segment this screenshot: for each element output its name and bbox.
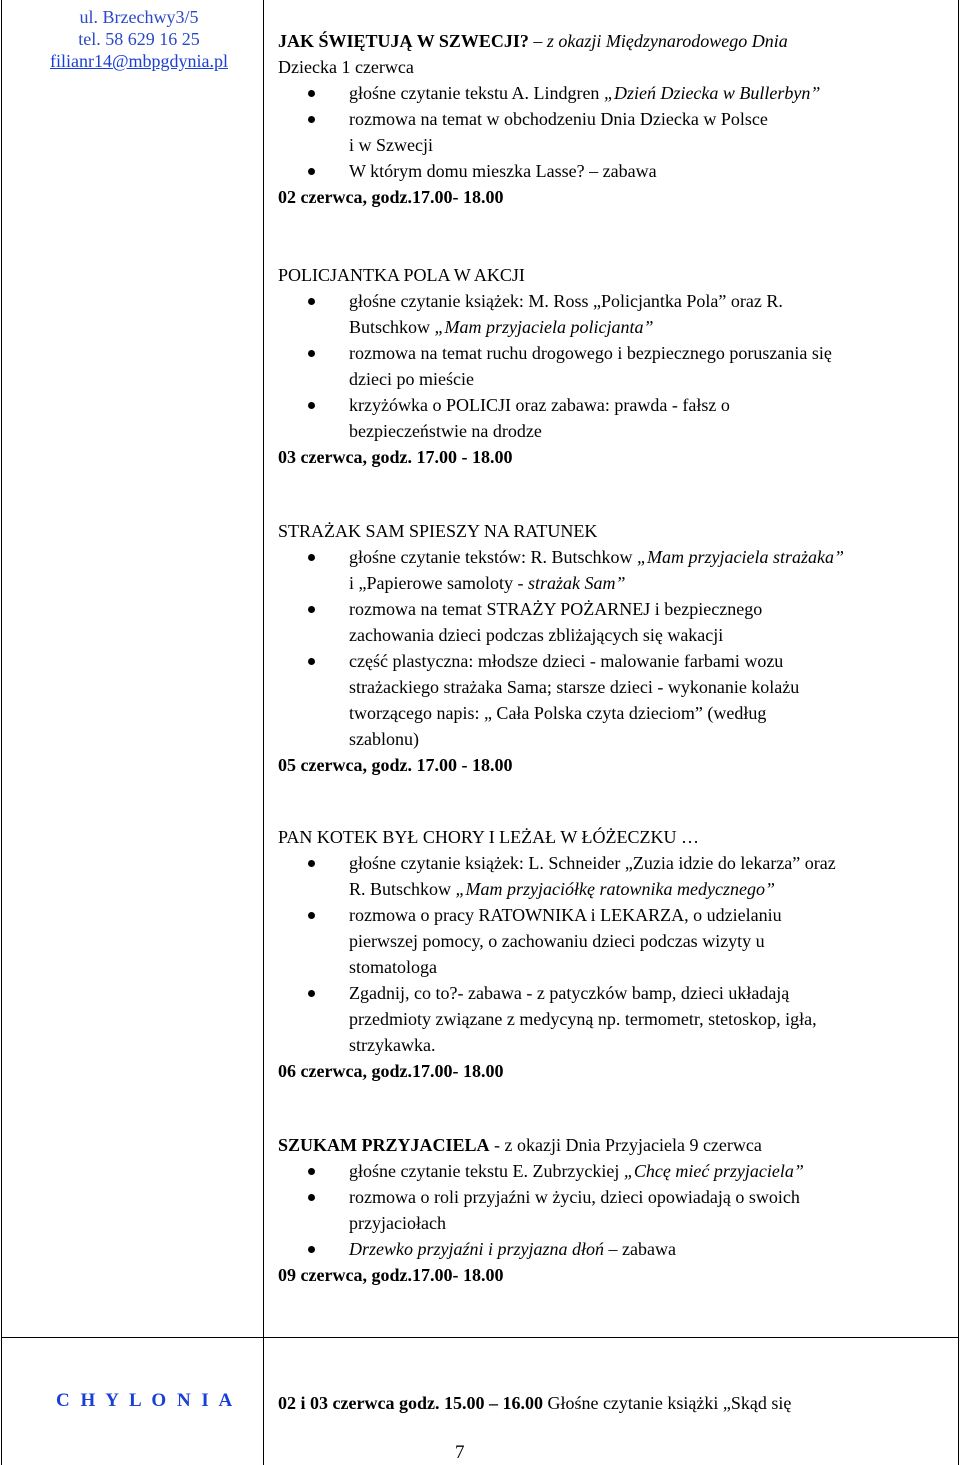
bullet-icon — [308, 1168, 315, 1175]
contact-block — [24, 6, 254, 72]
bullet-icon — [308, 554, 315, 561]
event-date: 09 czerwca, godz.17.00- 18.00 — [278, 1265, 504, 1285]
bullet-icon — [308, 402, 315, 409]
bullet-icon — [308, 1194, 315, 1201]
list-item: głośne czytanie książek: L. Schneider „Zuzia idzie do lekarza” oraz R. Butschkow „Mam przyjaciółkę ratownika medycznego” — [278, 850, 954, 902]
contact-address: ul. Brzechwy3/5 — [79, 7, 199, 27]
section-title: STRAŻAK SAM SPIESZY NA RATUNEK — [278, 521, 598, 541]
list-item: rozmowa na temat w obchodzeniu Dnia Dziecka w Polsce i w Szwecji — [278, 106, 954, 158]
bullet-icon — [308, 606, 315, 613]
list-item: rozmowa o roli przyjaźni w życiu, dzieci opowiadają o swoich przyjaciołach — [278, 1184, 954, 1236]
event-section-friendship — [278, 1132, 954, 1288]
bullet-icon — [308, 658, 315, 665]
contact-email-link[interactable]: filianr14@mbpgdynia.pl — [49, 51, 229, 71]
list-item: krzyżówka o POLICJI oraz zabawa: prawda - fałsz o bezpieczeństwie na drodze — [278, 392, 954, 444]
event-section-firefighter — [278, 518, 954, 778]
chylonia-description: Głośne czytanie książki „Skąd się — [542, 1393, 792, 1413]
chylonia-event — [278, 1390, 958, 1416]
list-item: głośne czytanie tekstów: R. Butschkow „Mam przyjaciela strażaka” i „Papierowe samoloty - strażak Sam” — [278, 544, 954, 596]
event-list — [278, 544, 954, 752]
event-date: 03 czerwca, godz. 17.00 - 18.00 — [278, 447, 513, 467]
bullet-icon — [308, 116, 315, 123]
contact-phone: tel. 58 629 16 25 — [78, 29, 200, 49]
section-title: SZUKAM PRZYJACIELA - z okazji Dnia Przyjaciela 9 czerwca — [278, 1135, 762, 1155]
event-list — [278, 1158, 954, 1262]
bullet-icon — [308, 90, 315, 97]
list-item: głośne czytanie tekstu E. Zubrzyckiej „Chcę mieć przyjaciela” — [278, 1158, 954, 1184]
event-date: 06 czerwca, godz.17.00- 18.00 — [278, 1061, 504, 1081]
event-date: 02 czerwca, godz.17.00- 18.00 — [278, 187, 504, 207]
bullet-icon — [308, 1246, 315, 1253]
section-title-line2: Dziecka 1 czerwca — [278, 57, 414, 77]
section-title: JAK ŚWIĘTUJĄ W SZWECJI? – z okazji Międzynarodowego Dnia — [278, 31, 788, 51]
list-item: część plastyczna: młodsze dzieci - malowanie farbami wozu strażackiego strażaka Sama; starsze dzieci - wykonanie kolażu tworzącego napis: „ Cała Polska czyta dzieciom” (według szablonu) — [278, 648, 954, 752]
list-item: głośne czytanie tekstu A. Lindgren „Dzień Dziecka w Bullerbyn” — [278, 80, 954, 106]
bullet-icon — [308, 990, 315, 997]
branch-name-chylonia: C H Y L O N I A — [56, 1390, 236, 1411]
list-item: rozmowa na temat STRAŻY POŻARNEJ i bezpiecznego zachowania dzieci podczas zbliżających się wakacji — [278, 596, 954, 648]
list-item: rozmowa o pracy RATOWNIKA i LEKARZA, o udzielaniu pierwszej pomocy, o zachowaniu dzieci podczas wizyty u stomatologa — [278, 902, 954, 980]
page-number: 7 — [455, 1442, 465, 1463]
event-section-doctor — [278, 824, 954, 1084]
event-list — [278, 288, 954, 444]
bullet-icon — [308, 298, 315, 305]
list-item: Drzewko przyjaźni i przyjazna dłoń – zabawa — [278, 1236, 954, 1262]
section-title: PAN KOTEK BYŁ CHORY I LEŻAŁ W ŁÓŻECZKU … — [278, 827, 699, 847]
table-divider — [263, 0, 264, 1465]
event-list — [278, 80, 954, 184]
event-section-police — [278, 262, 954, 470]
table-row-separator — [1, 1337, 959, 1338]
bullet-icon — [308, 168, 315, 175]
bullet-icon — [308, 350, 315, 357]
bullet-icon — [308, 912, 315, 919]
table-border-right — [958, 0, 959, 1465]
list-item: rozmowa na temat ruchu drogowego i bezpiecznego poruszania się dzieci po mieście — [278, 340, 954, 392]
table-border-left — [1, 0, 2, 1465]
list-item: Zgadnij, co to?- zabawa - z patyczków bamp, dzieci układają przedmioty związane z medycyną np. termometr, stetoskop, igła, strzykawka. — [278, 980, 954, 1058]
event-section-sweden — [278, 28, 954, 210]
event-date: 05 czerwca, godz. 17.00 - 18.00 — [278, 755, 513, 775]
chylonia-date: 02 i 03 czerwca godz. 15.00 – 16.00 — [278, 1393, 543, 1413]
list-item: głośne czytanie książek: M. Ross „Policjantka Pola” oraz R. Butschkow „Mam przyjaciela policjanta” — [278, 288, 954, 340]
event-list — [278, 850, 954, 1058]
section-title: POLICJANTKA POLA W AKCJI — [278, 265, 525, 285]
list-item: W którym domu mieszka Lasse? – zabawa — [278, 158, 954, 184]
bullet-icon — [308, 860, 315, 867]
